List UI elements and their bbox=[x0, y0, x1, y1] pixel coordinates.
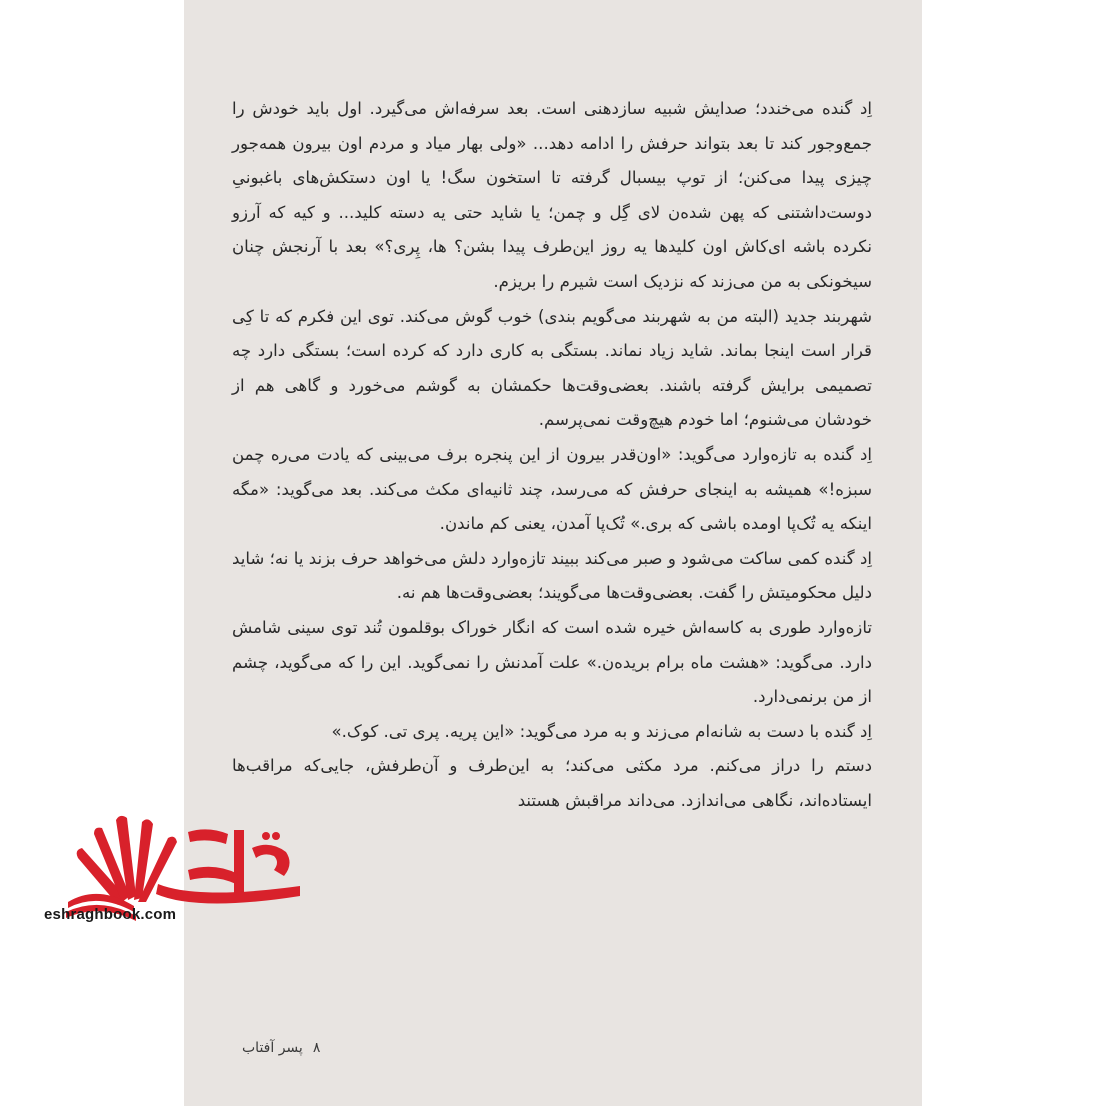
page-body-text bbox=[232, 92, 872, 818]
page-number: ۸ bbox=[312, 1040, 321, 1056]
running-title: پسر آفتاب bbox=[242, 1040, 303, 1056]
page-footer bbox=[232, 1040, 320, 1056]
paragraph-7: دستم را دراز می‌کنم. مرد مکثی می‌کند؛ به این‌طرف و آن‌طرفش، جایی‌که مراقب‌ها ایستاده‌اند، نگاهی می‌اندازد. می‌داند مراقبش هستند bbox=[232, 756, 872, 810]
paragraph-1: اِد گنده می‌خندد؛ صدایش شبیه سازدهنی است. بعد سرفه‌اش می‌گیرد. اول باید خودش را جمع‌وجور کند تا بعد بتواند حرفش را ادامه دهد... «ولی بهار میاد و مردم اون بیرون همه‌جور چیزی پیدا می‌کنن؛ از توپ بیسبال گرفته تا استخون سگ! یا اون دستکش‌های باغبونیِ دوست‌داشتنی که پهن شده‌ن لای گِل و چمن؛ یا شاید حتی یه دسته کلید... و کیه که آرزو نکرده باشه ای‌کاش اون کلیدها یه روز این‌طرف پیدا بشن؟ ها، پِری؟» بعد با آرنجش چنان سیخونکی به من می‌زند که نزدیک است شیرم را بریزم. bbox=[232, 99, 872, 291]
paragraph-3: اِد گنده به تازه‌وارد می‌گوید: «اون‌قدر بیرون از این پنجره برف می‌بینی که یادت می‌ره چمن سبزه!» همیشه به اینجای حرفش که می‌رسد، چند ثانیه‌ای مکث می‌کند. بعد می‌گوید: «مگه اینکه یه تُک‌پا اومده باشی که بری.» تُک‌پا آمدن، یعنی کم ماندن. bbox=[232, 444, 872, 534]
paragraph-2: شهربند جدید (البته من به شهربند می‌گویم بندی) خوب گوش می‌کند. توی این فکرم که تا کِی قرار است اینجا بماند. شاید زیاد نماند. بستگی به کاری دارد که کرده است؛ بستگی دارد چه تصمیمی برایش گرفته باشند. بعضی‌وقت‌ها حکمشان به گوشم می‌خورد و گاهی هم از خودشان می‌شنوم؛ اما خودم هیچ‌وقت نمی‌پرسم. bbox=[232, 306, 872, 430]
book-page bbox=[184, 0, 922, 1106]
paragraph-6: اِد گنده با دست به شانه‌ام می‌زند و به مرد می‌گوید: «این پریه. پری تی. کوک.» bbox=[331, 721, 872, 741]
logo-lettering bbox=[156, 829, 300, 903]
logo-url: eshraghbook.com bbox=[44, 906, 177, 923]
paragraph-4: اِد گنده کمی ساکت می‌شود و صبر می‌کند ببیند تازه‌وارد دلش می‌خواهد حرف بزند یا نه؛ شاید دلیل محکومیتش را گفت. بعضی‌وقت‌ها می‌گویند؛ بعضی‌وقت‌ها هم نه. bbox=[232, 548, 872, 603]
paragraph-5: تازه‌وارد طوری به کاسه‌اش خیره شده است که انگار خوراک بوقلمون تُند توی سینی شامش دارد. می‌گوید: «هشت ماه برام بریده‌ن.» علت آمدنش را نمی‌گوید. این را که می‌گوید، چشم از من برنمی‌دارد. bbox=[232, 617, 872, 707]
